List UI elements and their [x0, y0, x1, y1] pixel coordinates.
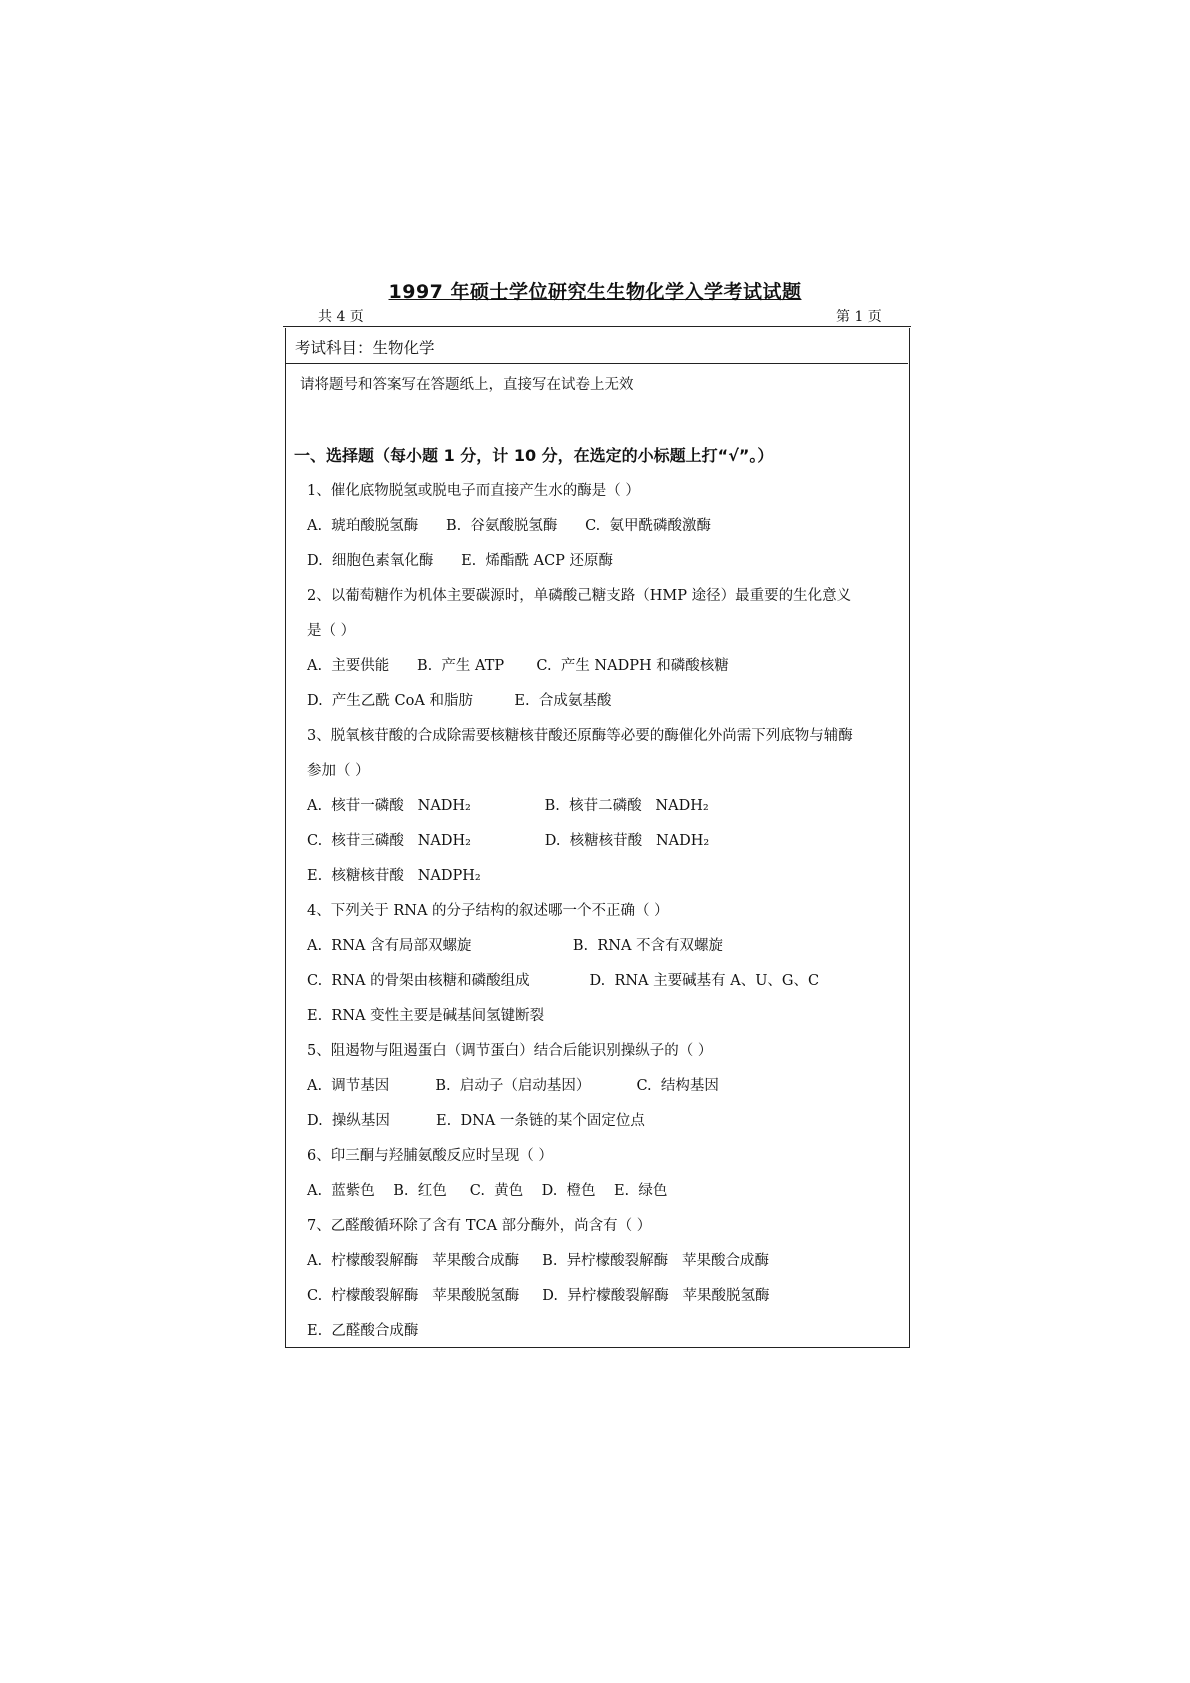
- question-line: 7、乙醛酸循环除了含有 TCA 部分酶外，尚含有（ ）: [307, 1218, 652, 1234]
- question-line: 2、以葡萄糖作为机体主要碳源时，单磷酸己糖支路（HMP 途径）最重要的生化意义: [307, 588, 852, 604]
- question-line: A. 主要供能 B. 产生 ATP C. 产生 NADPH 和磷酸核糖: [307, 658, 729, 674]
- exam-subject: 考试科目：生物化学: [295, 339, 435, 357]
- question-line: A. 琥珀酸脱氢酶 B. 谷氨酸脱氢酶 C. 氨甲酰磷酸激酶: [307, 518, 711, 534]
- question-line: 6、印三酮与羟脯氨酸反应时呈现（ ）: [307, 1148, 553, 1164]
- question-line: 3、脱氧核苷酸的合成除需要核糖核苷酸还原酶等必要的酶催化外尚需下列底物与辅酶: [307, 728, 853, 744]
- header-rule: [283, 326, 911, 327]
- question-line: 1、催化底物脱氢或脱电子而直接产生水的酶是（ ）: [307, 483, 640, 499]
- instruction-text: 请将题号和答案写在答题纸上，直接写在试卷上无效: [300, 377, 634, 393]
- question-line: A. 蓝紫色 B. 红色 C. 黄色 D. 橙色 E. 绿色: [307, 1183, 668, 1199]
- question-line: E. RNA 变性主要是碱基间氢键断裂: [307, 1008, 545, 1024]
- question-line: C. RNA 的骨架由核糖和磷酸组成 D. RNA 主要碱基有 A、U、G、C: [307, 973, 820, 989]
- question-line: D. 细胞色素氧化酶 E. 烯酯酰 ACP 还原酶: [307, 553, 614, 569]
- subject-row: [285, 328, 908, 364]
- question-line: C. 核苷三磷酸 NADH₂ D. 核糖核苷酸 NADH₂: [307, 833, 710, 849]
- question-line: D. 操纵基因 E. DNA 一条链的某个固定位点: [307, 1113, 645, 1129]
- question-line: A. 调节基因 B. 启动子（启动基因） C. 结构基因: [307, 1078, 719, 1094]
- question-line: 参加（ ）: [307, 763, 370, 779]
- question-line: A. RNA 含有局部双螺旋 B. RNA 不含有双螺旋: [307, 938, 724, 954]
- page-number: 第 1 页: [836, 309, 882, 325]
- total-pages: 共 4 页: [318, 309, 364, 325]
- question-line: 5、阻遏物与阻遏蛋白（调节蛋白）结合后能识别操纵子的（ ）: [307, 1043, 713, 1059]
- question-line: C. 柠檬酸裂解酶 苹果酸脱氢酶 D. 异柠檬酸裂解酶 苹果酸脱氢酶: [307, 1288, 770, 1304]
- question-line: A. 核苷一磷酸 NADH₂ B. 核苷二磷酸 NADH₂: [307, 798, 709, 814]
- question-line: E. 乙醛酸合成酶: [307, 1323, 419, 1339]
- question-line: 4、下列关于 RNA 的分子结构的叙述哪一个不正确（ ）: [307, 903, 669, 919]
- section-heading: 一、选择题（每小题 1 分，计 10 分，在选定的小标题上打“√”。）: [294, 446, 774, 465]
- question-line: A. 柠檬酸裂解酶 苹果酸合成酶 B. 异柠檬酸裂解酶 苹果酸合成酶: [307, 1253, 769, 1269]
- question-line: D. 产生乙酰 CoA 和脂肪 E. 合成氨基酸: [307, 693, 612, 709]
- exam-title: 1997 年硕士学位研究生生物化学入学考试试题: [388, 281, 802, 303]
- question-line: 是（ ）: [307, 623, 356, 639]
- question-line: E. 核糖核苷酸 NADPH₂: [307, 868, 481, 884]
